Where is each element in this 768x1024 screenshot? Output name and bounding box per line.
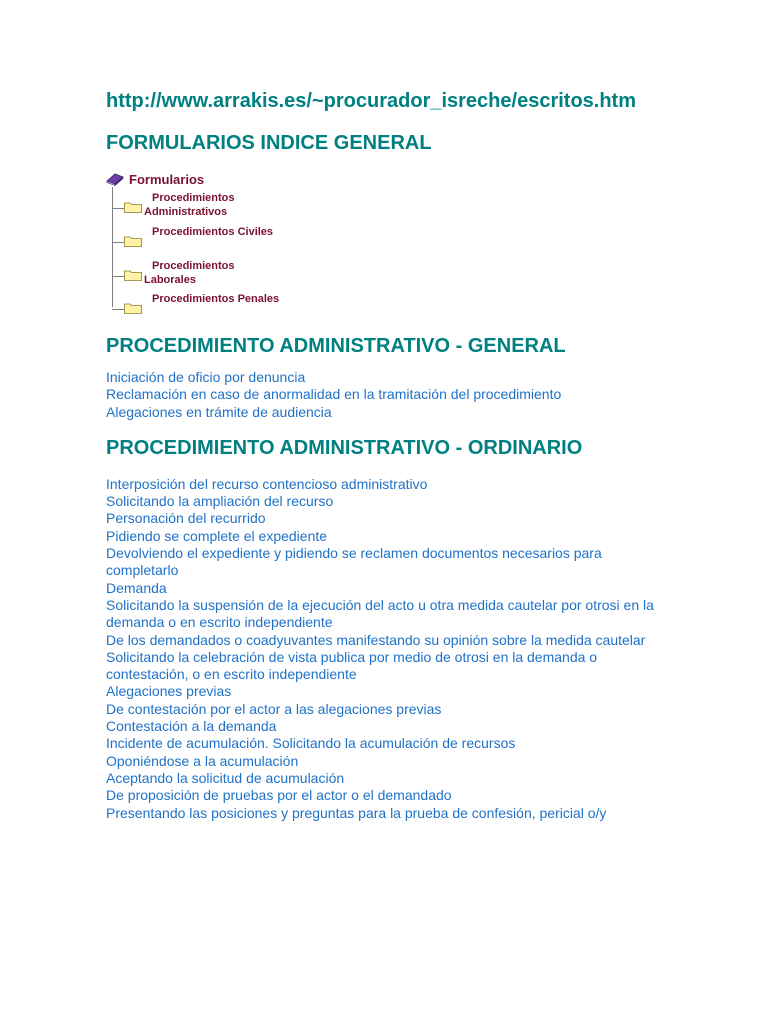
link-item[interactable]: De contestación por el actor a las alegaciones previas (106, 700, 442, 717)
tree-branch (112, 242, 124, 243)
tree-root-label: Formularios (129, 171, 205, 187)
link-item[interactable]: Interposición del recurso contencioso administrativo (106, 475, 428, 492)
link-item[interactable]: Solicitando la celebración de vista publica por medio de otrosi en la demanda o contestación, o en escrito independiente (106, 648, 598, 683)
link-item[interactable]: De proposición de pruebas por el actor o el demandado (106, 787, 452, 804)
source-url[interactable]: http://www.arrakis.es/~procurador_isreche/escritos.htm (106, 90, 636, 112)
tree-branch (112, 208, 124, 209)
folder-icon (124, 302, 142, 314)
link-item[interactable]: Oponiéndose a la acumulación (106, 752, 299, 769)
link-item[interactable]: Alegaciones previas (106, 683, 232, 700)
link-item[interactable]: Solicitando la suspensión de la ejecución del acto u otra medida cautelar por otrosi en la demanda o en escrito independiente (106, 596, 654, 631)
link-item[interactable]: Iniciación de oficio por denuncia (106, 369, 306, 385)
link-item[interactable]: De los demandados o coadyuvantes manifestando su opinión sobre la medida cautelar (106, 631, 646, 648)
book-icon (106, 172, 124, 186)
folder-icon (124, 201, 142, 213)
links-general (106, 369, 666, 421)
link-item[interactable]: Reclamación en caso de anormalidad en la tramitación del procedimiento (106, 386, 562, 403)
tree-branch (112, 276, 124, 277)
section-title-general: PROCEDIMIENTO ADMINISTRATIVO - GENERAL (106, 335, 566, 357)
document-page (106, 88, 666, 822)
link-item[interactable]: Pidiendo se complete el expediente (106, 527, 328, 544)
index-title: FORMULARIOS INDICE GENERAL (106, 132, 432, 154)
tree-item-label: Procedimientos Civiles (152, 226, 274, 238)
tree-item-label: Procedimientos Laborales (144, 260, 235, 286)
link-item[interactable]: Demanda (106, 579, 167, 596)
link-item[interactable]: Solicitando la ampliación del recurso (106, 493, 334, 510)
tree-connector (112, 187, 113, 307)
link-item[interactable]: Presentando las posiciones y preguntas para la prueba de confesión, pericial o/y (106, 804, 607, 821)
link-item[interactable]: Aceptando la solicitud de acumulación (106, 769, 345, 786)
tree-root[interactable] (106, 171, 204, 187)
link-item[interactable]: Personación del recurrido (106, 510, 266, 527)
link-item[interactable]: Incidente de acumulación. Solicitando la acumulación de recursos (106, 735, 516, 752)
formularios-tree (106, 171, 366, 317)
link-item[interactable]: Contestación a la demanda (106, 718, 277, 735)
link-item[interactable]: Devolviendo el expediente y pidiendo se reclamen documentos necesarios para completarlo (106, 545, 602, 579)
link-item[interactable]: Alegaciones en trámite de audiencia (106, 403, 332, 420)
tree-item-label: Procedimientos Penales (152, 293, 280, 305)
links-ordinario (106, 476, 666, 822)
tree-branch (112, 309, 124, 310)
section-title-ordinario: PROCEDIMIENTO ADMINISTRATIVO - ORDINARIO (106, 436, 583, 459)
folder-icon (124, 235, 142, 247)
folder-icon (124, 269, 142, 281)
tree-item-label: Procedimientos Administrativos (144, 192, 235, 218)
